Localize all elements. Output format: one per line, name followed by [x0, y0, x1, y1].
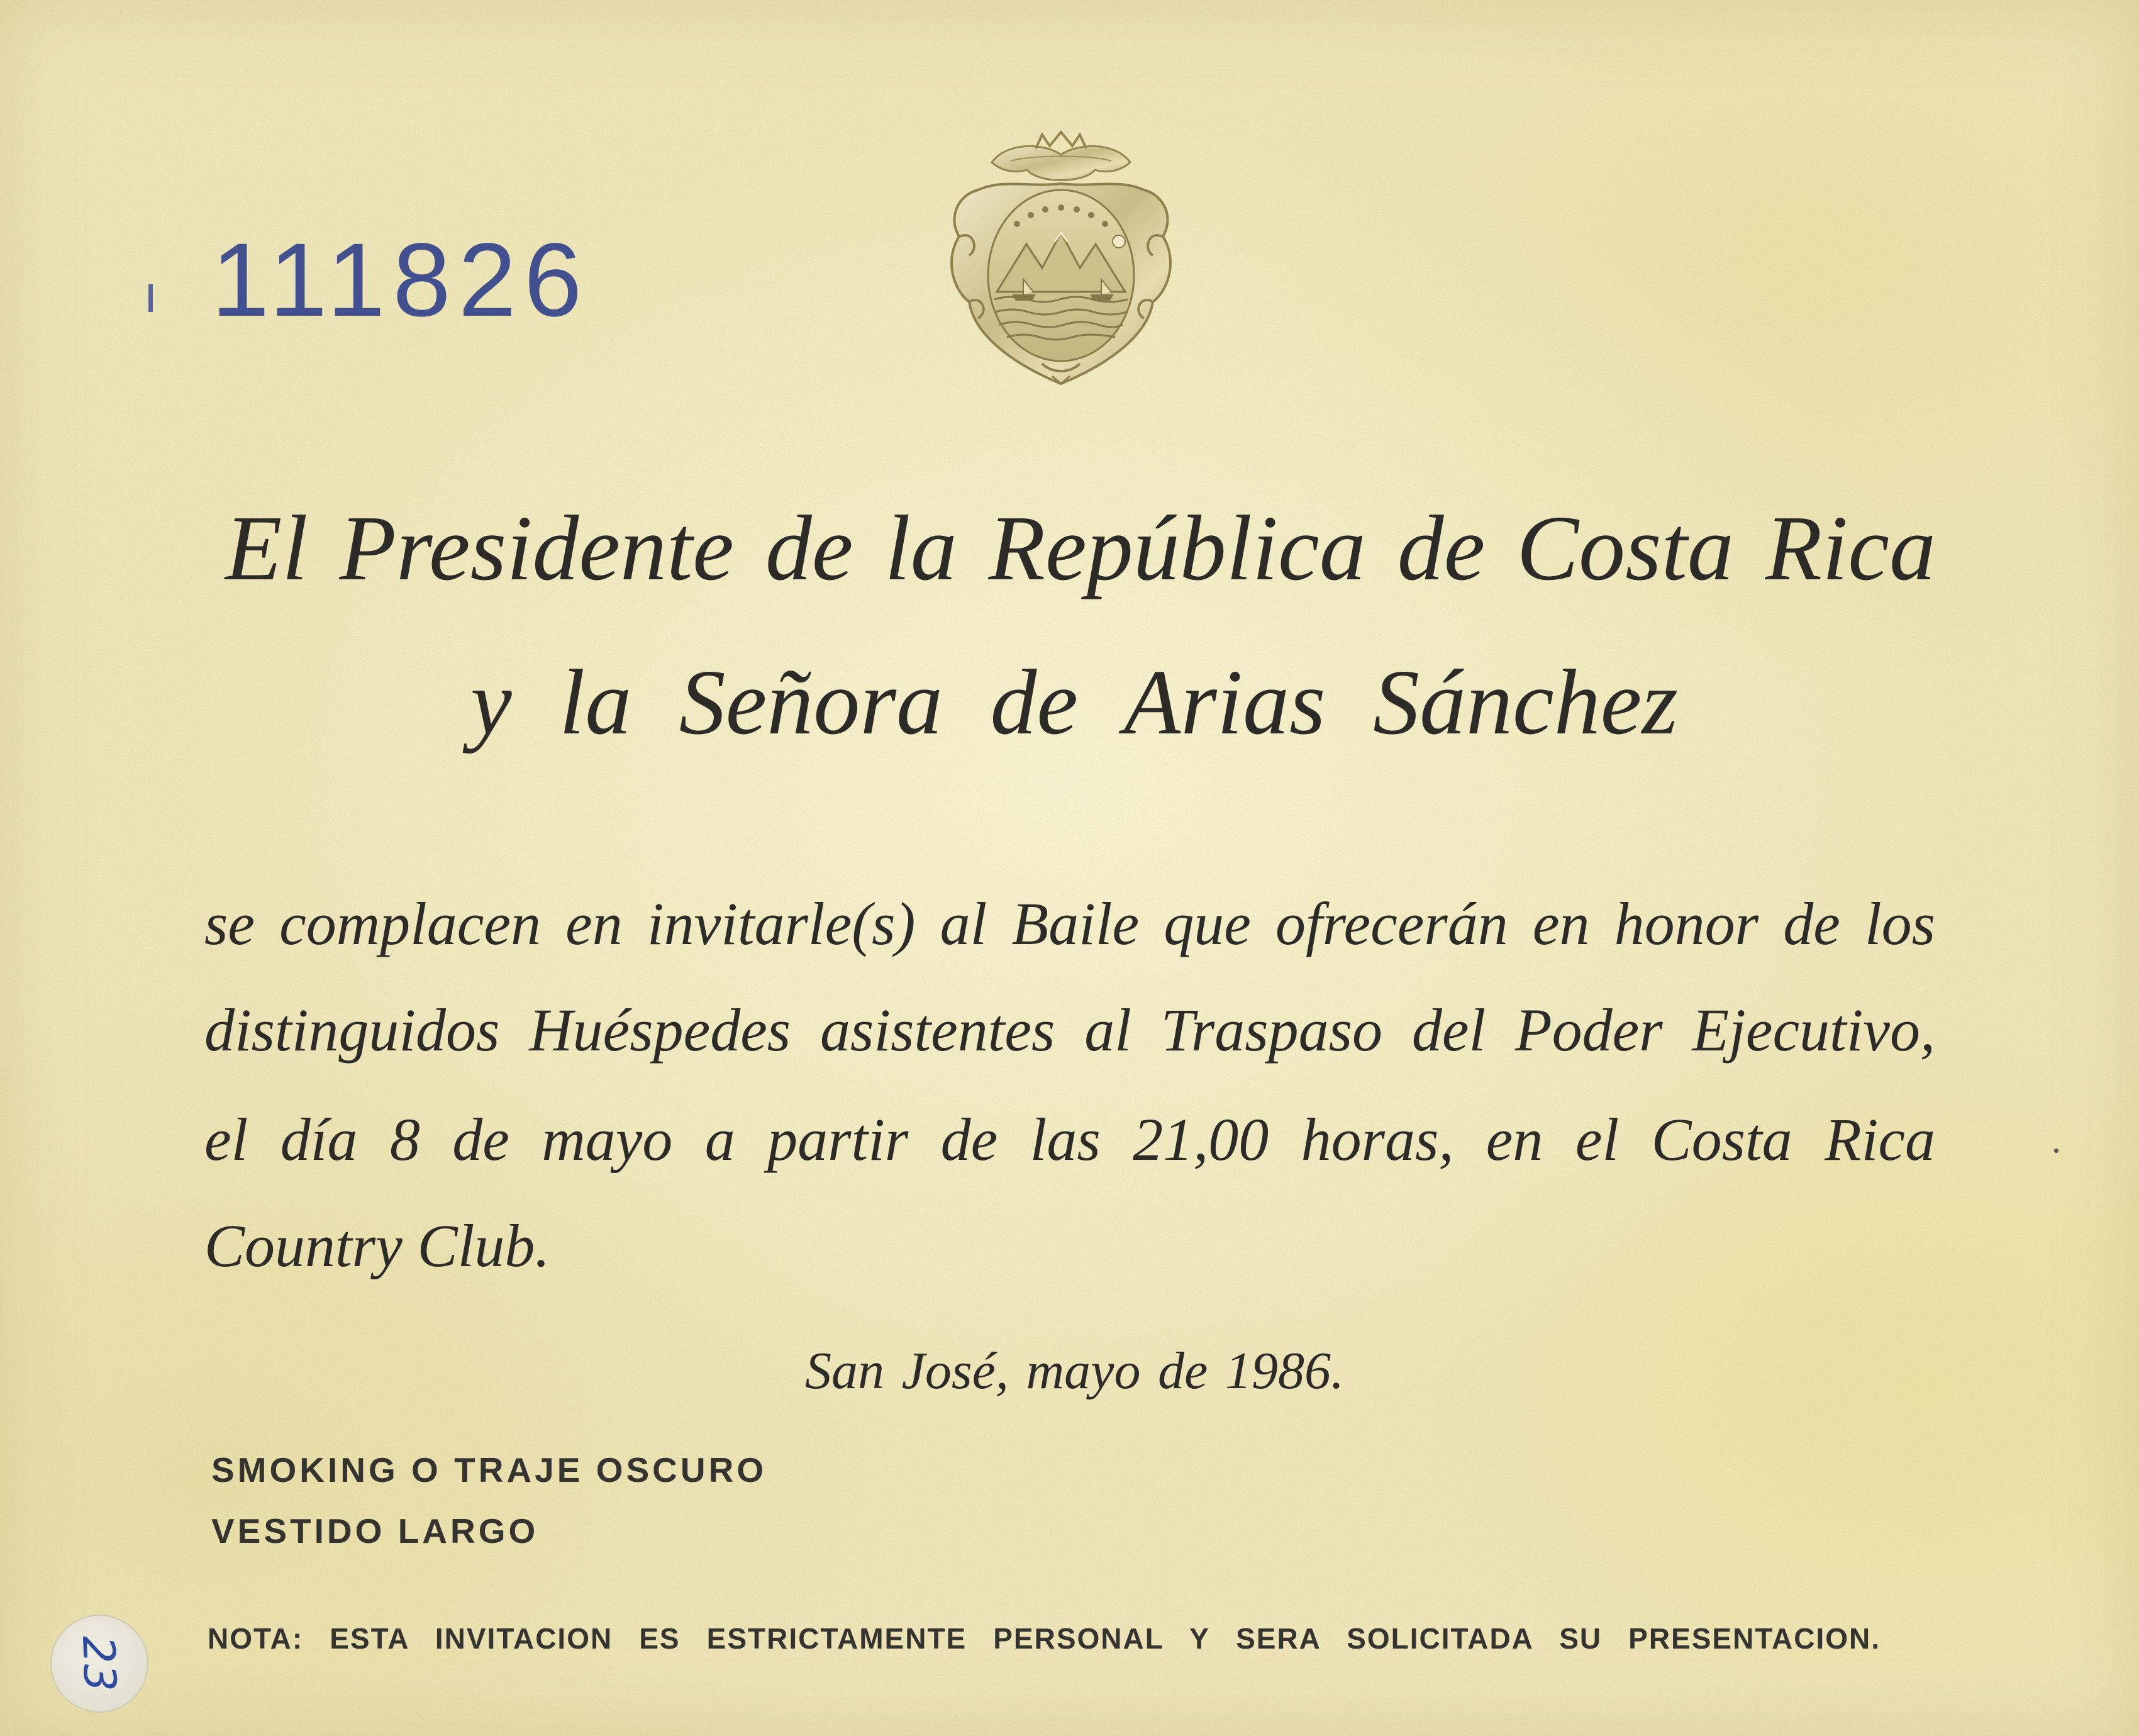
place-date: San José, mayo de 1986. — [805, 1342, 1344, 1400]
heading-line-1: El Presidente de la República de Costa Rica — [225, 497, 1936, 600]
body-line-1: se complacen en invitarle(s) al Baile que ofrecerán en honor de los — [204, 890, 1935, 957]
body-line-3: el día 8 de mayo a partir de las 21,00 horas, en el Costa Rica — [204, 1106, 1935, 1173]
coat-of-arms-icon — [942, 130, 1181, 389]
invitation-note: NOTA: ESTA INVITACION ES ESTRICTAMENTE PERSONAL Y SERA SOLICITADA SU PRESENTACION. — [208, 1622, 1881, 1655]
serial-number: 111826 — [211, 222, 590, 338]
dress-code-men: SMOKING O TRAJE OSCURO — [211, 1450, 767, 1489]
heading-line-2: y la Señora de Arias Sánchez — [470, 651, 1678, 754]
body-line-2: distinguidos Huéspedes asistentes al Traspaso del Poder Ejecutivo, — [204, 996, 1935, 1064]
body-line-4: Country Club. — [204, 1212, 550, 1279]
ink-speck — [2054, 1149, 2058, 1153]
serial-mark — [148, 284, 153, 312]
dress-code-women: VESTIDO LARGO — [211, 1511, 539, 1550]
archive-label-number: 23 — [72, 1635, 126, 1693]
archive-label-sticker — [50, 1615, 148, 1713]
